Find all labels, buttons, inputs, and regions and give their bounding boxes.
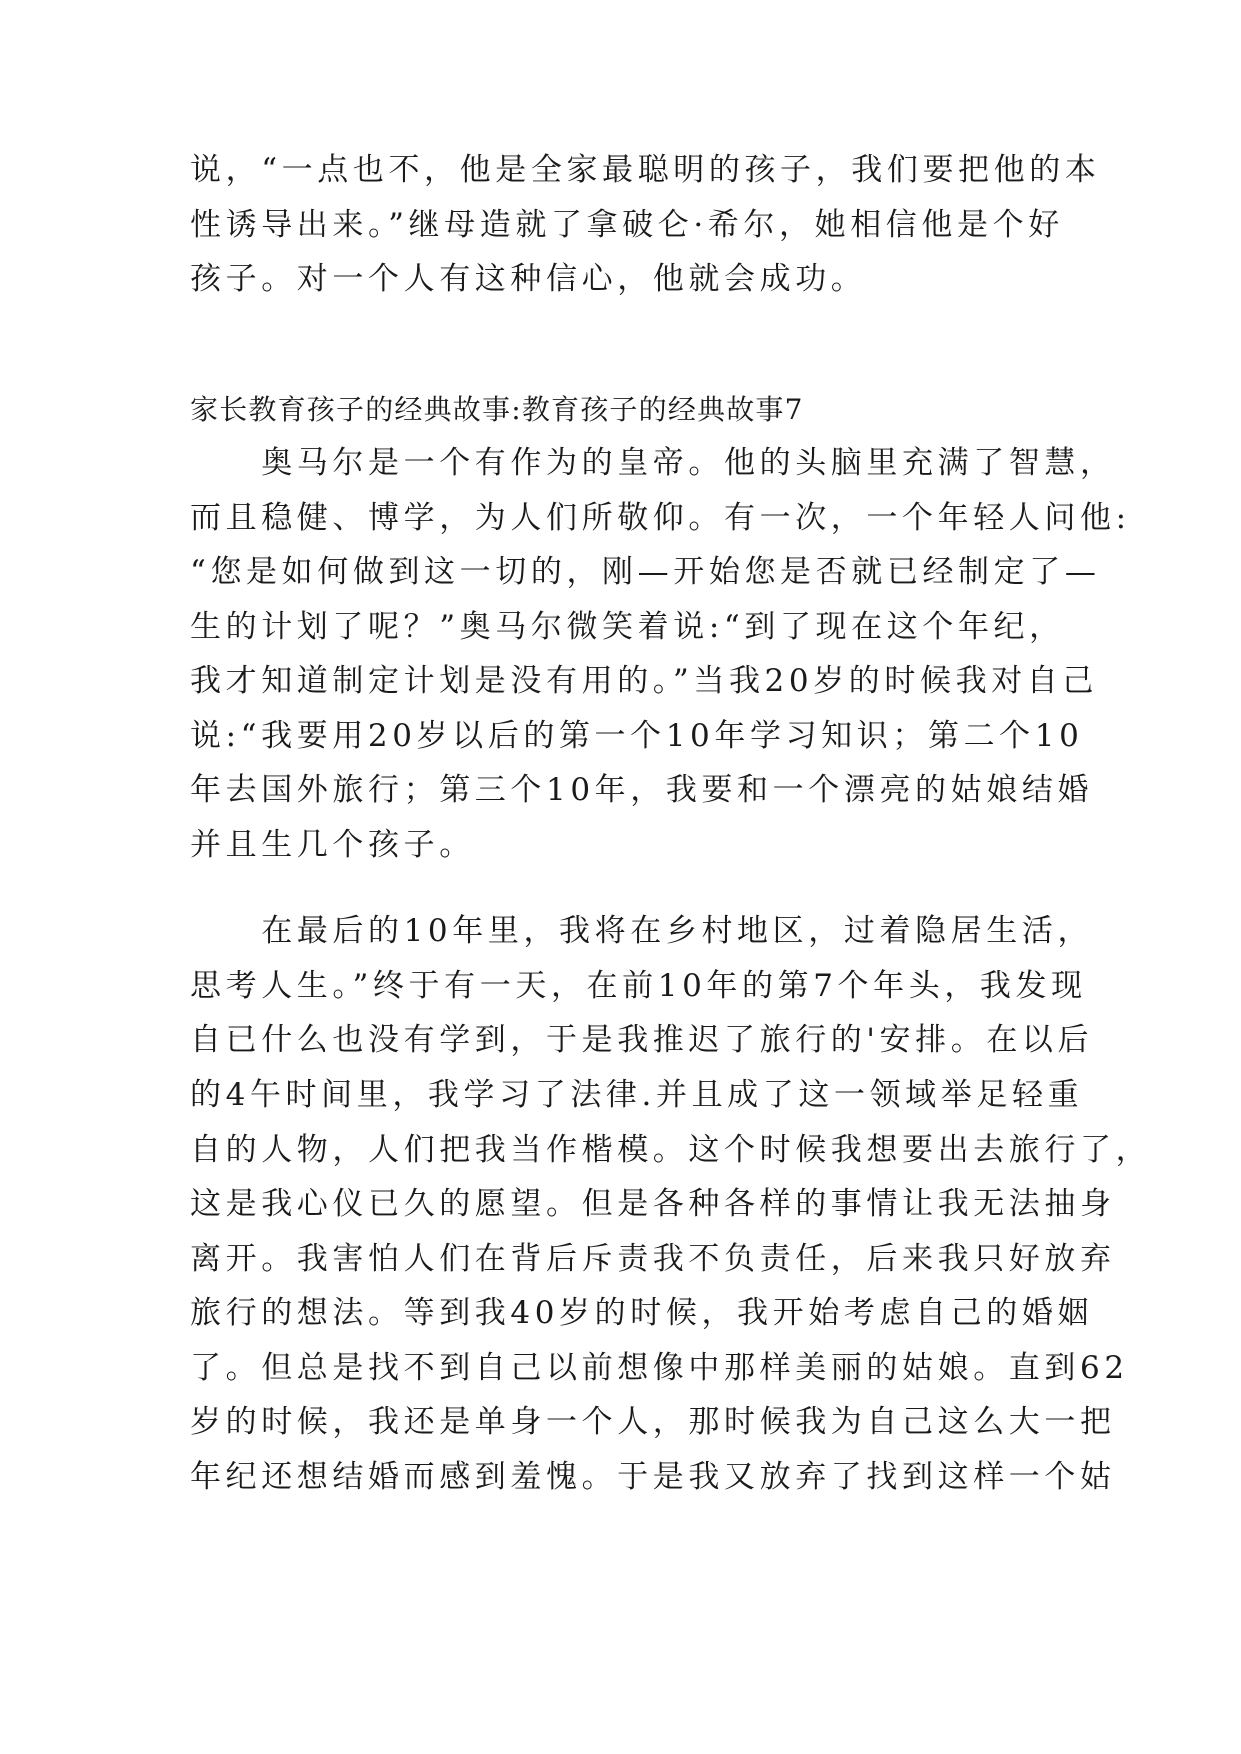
paragraph1-line-4: 生的计划了呢？”奥马尔微笑着说:“到了现在这个年纪， <box>190 609 1065 645</box>
paragraph2-line-1: 在最后的10年里，我将在乡村地区，过着隐居生活， <box>190 913 1094 949</box>
intro-line-3: 孩子。对一个人有这种信心，他就会成功。 <box>190 261 867 297</box>
paragraph2-line-4: 的4午时间里，我学习了法律.并且成了这一领域举足轻重 <box>190 1077 1084 1113</box>
paragraph2-line-3: 自已什么也没有学到，于是我推迟了旅行的'安排。在以后 <box>190 1022 1094 1058</box>
paragraph1-line-3: “您是如何做到这一切的，刚—开始您是否就已经制定了— <box>190 554 1101 590</box>
paragraph2-line-2: 思考人生。”终于有一天，在前10年的第7个年头，我发现 <box>190 968 1087 1004</box>
paragraph1-line-7: 年去国外旅行；第三个10年，我要和一个漂亮的姑娘结婚 <box>190 772 1094 808</box>
intro-line-1: 说，“一点也不，他是全家最聪明的孩子，我们要把他的本 <box>190 152 1101 188</box>
intro-line-2: 性诱导出来。”继母造就了拿破仑·希尔，她相信他是个好 <box>190 207 1064 243</box>
section-heading: 家长教育孩子的经典故事:教育孩子的经典故事7 <box>190 393 804 426</box>
paragraph2-line-6: 这是我心仪已久的愿望。但是各种各样的事情让我无法抽身 <box>190 1186 1116 1222</box>
paragraph1-line-6: 说:“我要用20岁以后的第一个10年学习知识；第二个10 <box>190 718 1084 754</box>
paragraph1-line-2: 而且稳健、博学，为人们所敬仰。有一次，一个年轻人问他: <box>190 500 1131 536</box>
paragraph2-line-10: 岁的时候，我还是单身一个人，那时候我为自己这么大一把 <box>190 1404 1116 1440</box>
paragraph2-line-8: 旅行的想法。等到我40岁的时候，我开始考虑自己的婚姻 <box>190 1295 1094 1331</box>
paragraph1-line-8: 并且生几个孩子。 <box>190 827 475 863</box>
paragraph1-line-1: 奥马尔是一个有作为的皇帝。他的头脑里充满了智慧， <box>190 445 1116 481</box>
paragraph2-line-5: 自的人物，人们把我当作楷模。这个时候我想要出去旅行了， <box>190 1132 1152 1168</box>
paragraph1-line-5: 我才知道制定计划是没有用的。”当我20岁的时候我对自己 <box>190 663 1098 699</box>
paragraph2-line-9: 了。但总是找不到自己以前想像中那样美丽的姑娘。直到62 <box>190 1350 1129 1386</box>
paragraph2-line-11: 年纪还想结婚而感到羞愧。于是我又放弃了找到这样一个姑 <box>190 1459 1116 1495</box>
paragraph2-line-7: 离开。我害怕人们在背后斥责我不负责任，后来我只好放弃 <box>190 1241 1116 1277</box>
